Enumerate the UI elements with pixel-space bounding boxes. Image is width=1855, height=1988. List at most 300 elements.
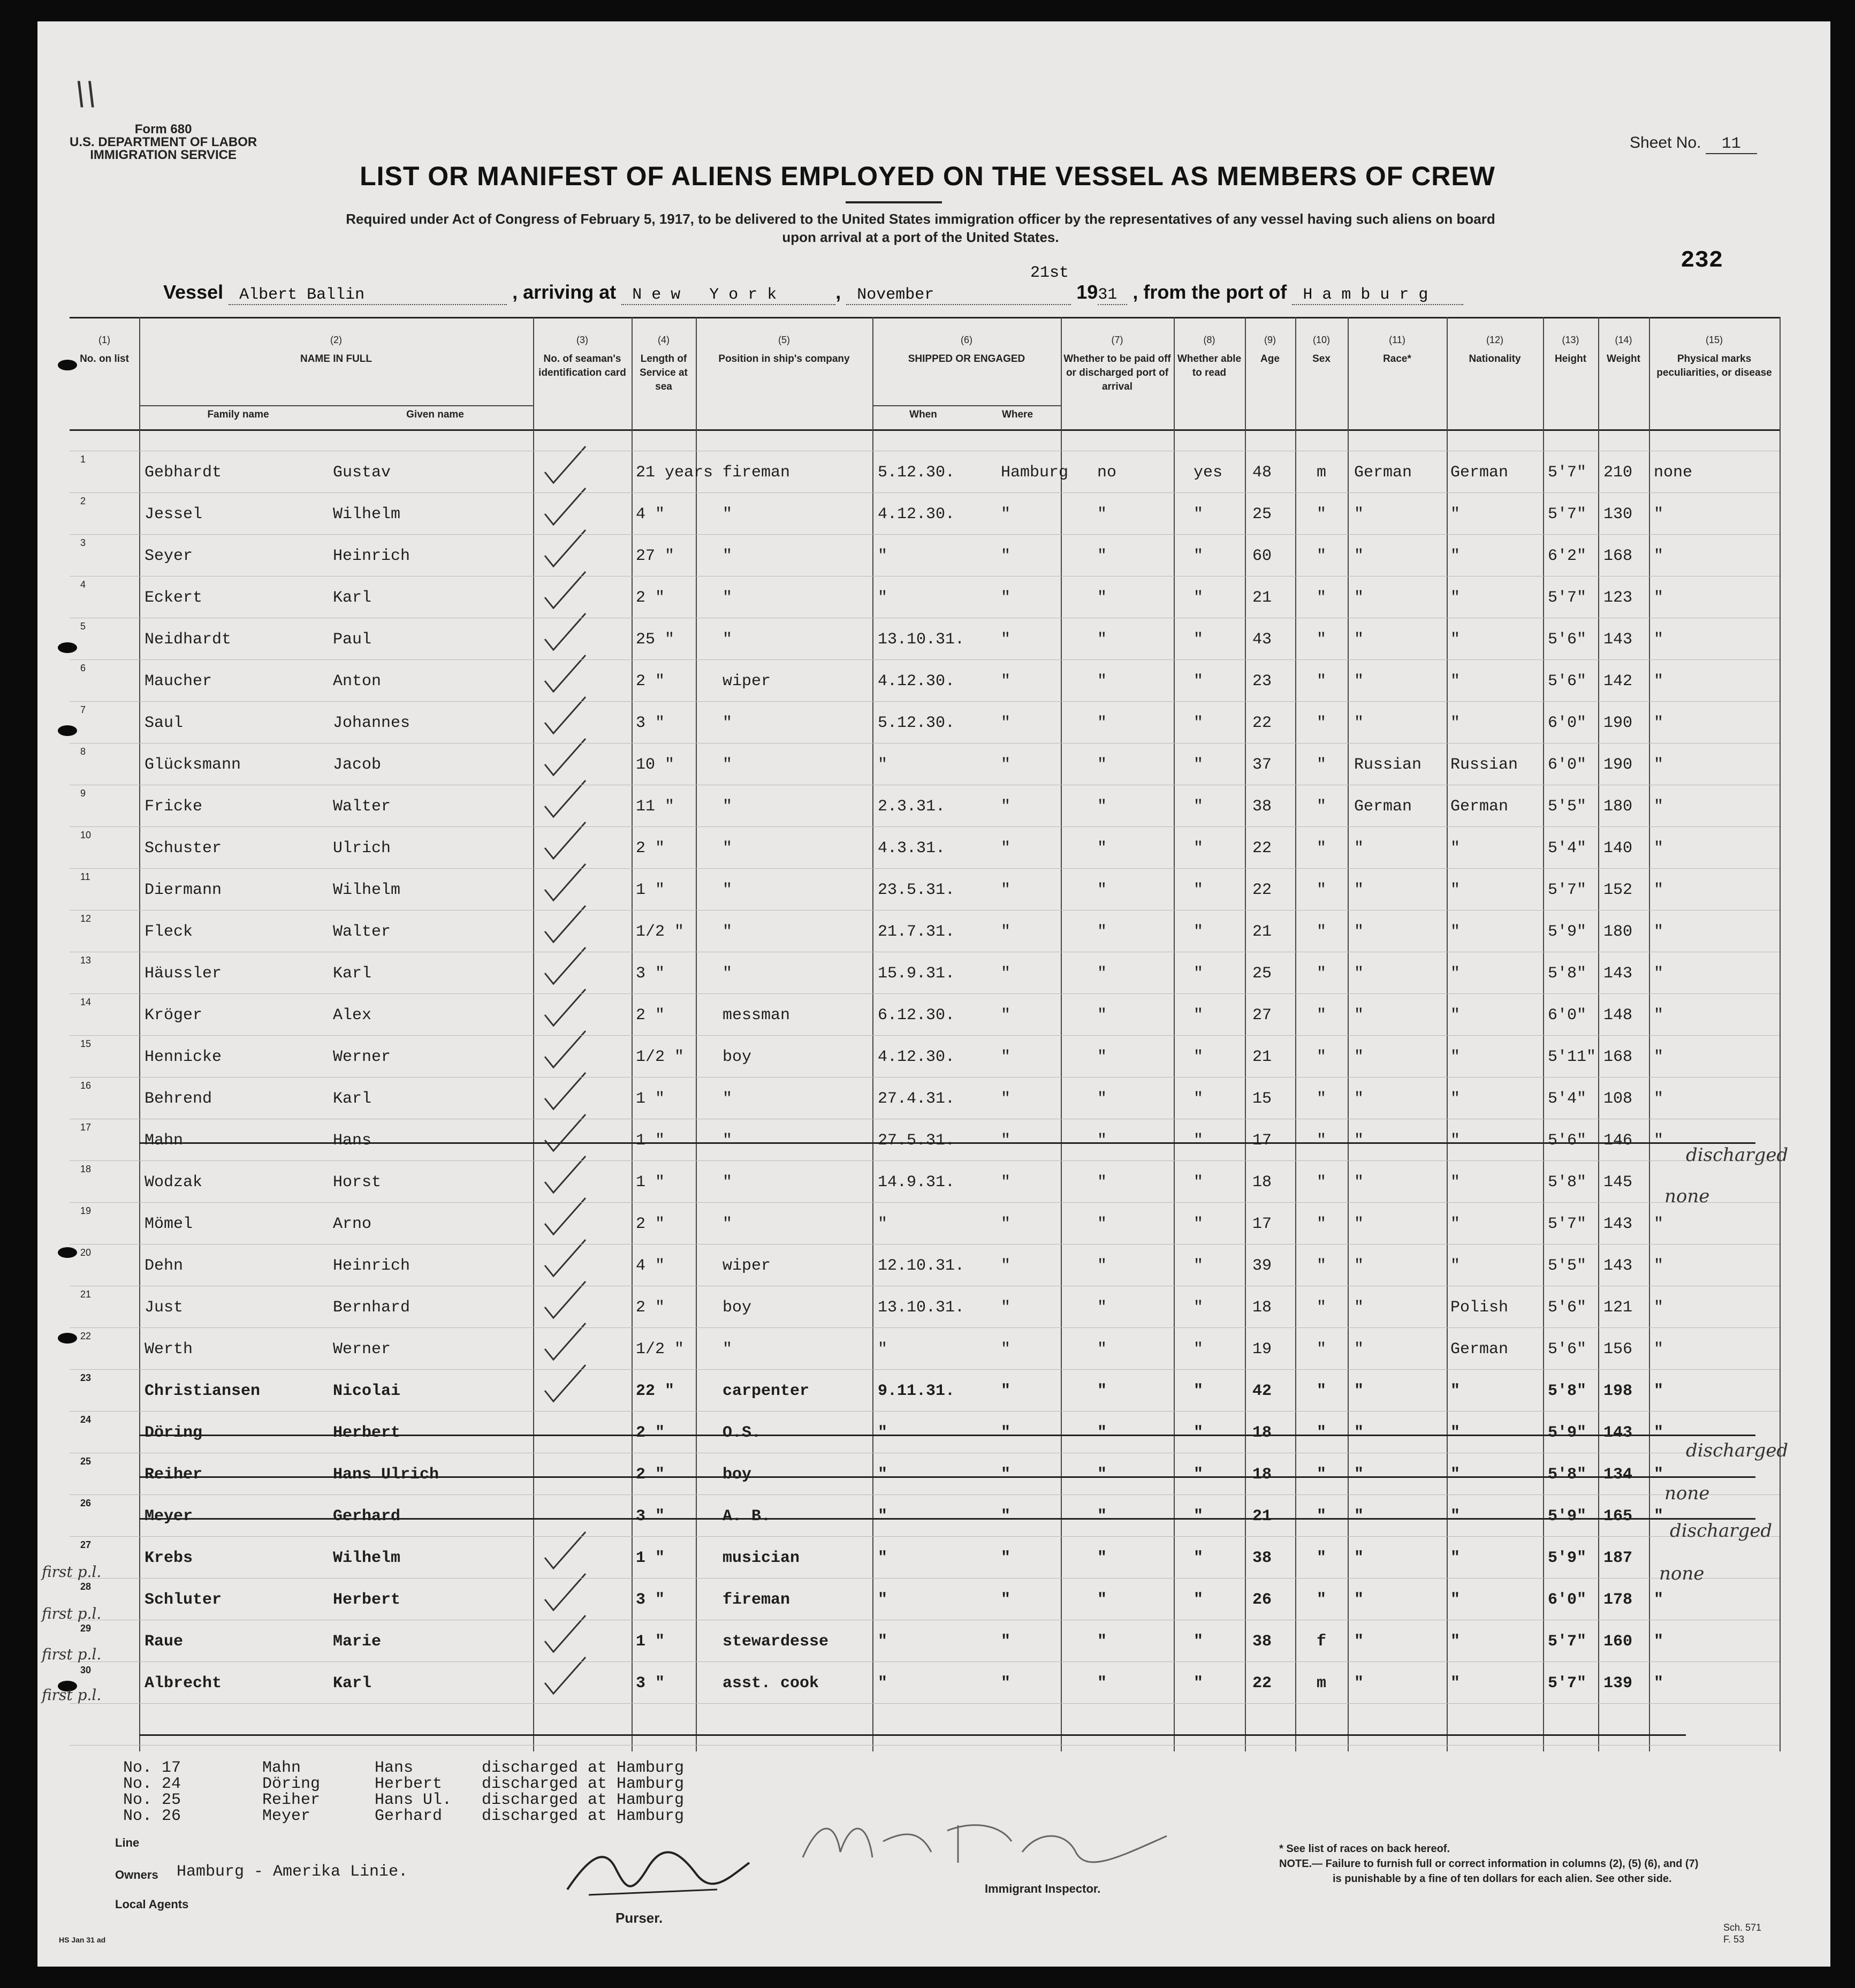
cell-marks: " [1654,1090,1664,1108]
cell-no: 12 [80,913,92,924]
col-read-header: (8) Whether able to read [1177,335,1242,378]
cell-marks: " [1654,881,1664,899]
cell-age: 18 [1252,1173,1272,1192]
cell-no: 21 [80,1289,92,1300]
cell-weight: 152 [1603,881,1633,899]
crew-table [70,317,1780,1751]
cell-paid: " [1097,1257,1107,1275]
cell-height: 5'8" [1548,1382,1587,1400]
handwritten-none: none [1664,1186,1710,1207]
discharge-note-given: Hans Ul. [375,1791,452,1809]
cell-marks: " [1654,1048,1664,1066]
cell-service: 1/2 " [636,1340,685,1359]
cell-when: 14.9.31. [878,1173,955,1192]
cell-weight: 178 [1603,1591,1633,1609]
cell-no: 7 [80,704,86,715]
cell-read: " [1193,714,1204,732]
cell-given: Walter [333,798,391,816]
cell-given: Wilhelm [333,881,401,899]
cell-weight: 121 [1603,1299,1633,1317]
cell-service: 1/2 " [636,923,685,941]
cell-nat: " [1450,923,1461,941]
year-suffix: 31 [1098,286,1127,305]
cell-position: boy [723,1048,752,1066]
cell-nat: Russian [1450,756,1518,774]
cell-no: 27 [80,1539,92,1550]
cell-height: 5'6" [1548,631,1587,649]
sheet-number-value: 11 [1706,135,1757,154]
row-rule [70,826,1780,827]
cell-when: " [878,1424,888,1442]
cell-paid: " [1097,1424,1107,1442]
cell-age: 18 [1252,1466,1272,1484]
cell-where: " [1001,1674,1011,1693]
discharge-note-no: No. 26 [123,1807,181,1825]
cell-when: 2.3.31. [878,798,946,816]
cell-marks: " [1654,756,1664,774]
cell-sex: " [1317,1507,1327,1526]
cell-given: Anton [333,672,382,691]
cell-paid: " [1097,1173,1107,1192]
cell-nat: " [1450,1424,1461,1442]
cell-family: Saul [145,714,184,732]
cell-marks: " [1654,1257,1664,1275]
row-rule [70,492,1780,493]
cell-position: messman [723,1006,790,1025]
cell-family: Wodzak [145,1173,203,1192]
owners-label: Owners [115,1868,158,1881]
table-row [70,1372,1780,1421]
cell-position: musician [723,1549,800,1567]
cell-position: carpenter [723,1382,810,1400]
table-row [70,997,1780,1045]
cell-weight: 160 [1603,1633,1633,1651]
discharge-note-note: discharged at Hamburg [482,1807,685,1825]
cell-marks: " [1654,589,1664,607]
cell-when: " [878,589,888,607]
cell-position: " [723,923,733,941]
cell-race: " [1354,1299,1364,1317]
cell-family: Jessel [145,505,203,523]
cell-height: 5'5" [1548,798,1587,816]
cell-marks: " [1654,505,1664,523]
shipped-subrule [872,405,1061,406]
cell-read: " [1193,1633,1204,1651]
table-row [70,955,1780,1003]
cell-service: 3 " [636,1674,665,1693]
table-row [70,704,1780,753]
cell-family: Mahn [145,1132,184,1150]
col-given-header: Given name [406,409,464,420]
cell-marks: " [1654,714,1664,732]
cell-no: 15 [80,1038,92,1049]
cell-height: 5'6" [1548,672,1587,691]
cell-paid: " [1097,1466,1107,1484]
col-height-header: (13) Height [1554,335,1587,365]
cell-sex: " [1317,547,1327,565]
cell-when: " [878,1591,888,1609]
cell-paid: " [1097,1382,1107,1400]
cell-age: 27 [1252,1006,1272,1025]
row-rule [70,1244,1780,1245]
cell-read: " [1193,1466,1204,1484]
cell-height: 5'8" [1548,1466,1587,1484]
cell-where: " [1001,839,1011,858]
cell-weight: 156 [1603,1340,1633,1359]
cell-sex: " [1317,1340,1327,1359]
cell-race: " [1354,672,1364,691]
cell-paid: " [1097,965,1107,983]
cell-family: Neidhardt [145,631,232,649]
cell-age: 23 [1252,672,1272,691]
cell-given: Marie [333,1633,382,1651]
cell-service: 2 " [636,1006,665,1025]
cell-nat: " [1450,505,1461,523]
cell-service: 2 " [636,1299,665,1317]
cell-given: Karl [333,1090,372,1108]
cell-service: 2 " [636,1424,665,1442]
cell-race: " [1354,1633,1364,1651]
cell-height: 5'11" [1548,1048,1596,1066]
cell-when: " [878,756,888,774]
form-identifier [70,123,257,162]
cell-given: Karl [333,965,372,983]
cell-paid: " [1097,505,1107,523]
cell-weight: 123 [1603,589,1633,607]
cell-read: " [1193,1006,1204,1025]
cell-height: 5'7" [1548,1674,1587,1693]
cell-height: 5'7" [1548,881,1587,899]
table-row [70,746,1780,794]
cell-age: 15 [1252,1090,1272,1108]
cell-position: asst. cook [723,1674,819,1693]
cell-family: Döring [145,1424,203,1442]
cell-when: 4.3.31. [878,839,946,858]
cell-service: 3 " [636,965,665,983]
discharge-note-note: discharged at Hamburg [482,1759,685,1777]
cell-when: " [878,1507,888,1526]
cell-position: " [723,714,733,732]
cell-no: 9 [80,788,86,799]
cell-height: 5'7" [1548,464,1587,482]
cell-height: 5'7" [1548,1633,1587,1651]
cell-no: 30 [80,1665,92,1675]
cell-when: 4.12.30. [878,672,955,691]
cell-when: " [878,1215,888,1233]
cell-height: 6'0" [1548,1006,1587,1025]
cell-sex: " [1317,505,1327,523]
arrival-month: November [846,286,1071,305]
cell-service: 3 " [636,714,665,732]
owners-value: Hamburg - Amerika Linie. [177,1863,408,1881]
col-race-header: (11) Race* [1383,335,1411,365]
cell-nat: Polish [1450,1299,1509,1317]
cell-sex: " [1317,1215,1327,1233]
cell-position: A. B. [723,1507,771,1526]
cell-sex: " [1317,1090,1327,1108]
cell-weight: 190 [1603,756,1633,774]
cell-service: 1 " [636,881,665,899]
cell-read: " [1193,1340,1204,1359]
cell-read: " [1193,631,1204,649]
cell-read: " [1193,881,1204,899]
table-row [70,1164,1780,1212]
cell-where: " [1001,1048,1011,1066]
cell-when: " [878,1466,888,1484]
cell-where: " [1001,881,1011,899]
cell-service: 4 " [636,1257,665,1275]
cell-when: 5.12.30. [878,464,955,482]
cell-read: " [1193,798,1204,816]
cell-position: " [723,631,733,649]
cell-nat: " [1450,1257,1461,1275]
cell-no: 10 [80,830,92,840]
cell-age: 21 [1252,1507,1272,1526]
cell-where: " [1001,1424,1011,1442]
handwritten-discharged: discharged [1670,1520,1773,1542]
purser-signature [557,1836,760,1911]
cell-nat: " [1450,1173,1461,1192]
handwritten-none: none [1664,1483,1710,1504]
cell-when: 21.7.31. [878,923,955,941]
cell-paid: " [1097,672,1107,691]
cell-where: " [1001,923,1011,941]
cell-weight: 130 [1603,505,1633,523]
cell-read: " [1193,1591,1204,1609]
arrival-port: New York [621,286,835,305]
col-idcard-header: (3) No. of seaman's identification card [538,335,626,378]
cell-no: 19 [80,1205,92,1216]
cell-paid: " [1097,1299,1107,1317]
cell-weight: 143 [1603,1257,1633,1275]
cell-given: Heinrich [333,1257,410,1275]
cell-age: 22 [1252,881,1272,899]
cell-position: O.S. [723,1424,762,1442]
cell-family: Krebs [145,1549,193,1567]
cell-where: " [1001,1633,1011,1651]
subtitle-line-2: upon arrival at a port of the United States. [782,229,1059,245]
cell-nat: " [1450,1215,1461,1233]
cell-when: 27.5.31. [878,1132,955,1150]
cell-marks: " [1654,1382,1664,1400]
cell-read: " [1193,505,1204,523]
cell-no: 5 [80,621,86,632]
cell-given: Gerhard [333,1507,401,1526]
col-nationality-header: (12) Nationality [1469,335,1521,365]
cell-nat: " [1450,1674,1461,1693]
cell-height: 5'6" [1548,1299,1587,1317]
cell-height: 5'7" [1548,505,1587,523]
row-rule [70,868,1780,869]
cell-family: Fleck [145,923,193,941]
cell-marks: " [1654,923,1664,941]
cell-when: " [878,1340,888,1359]
cell-no: 28 [80,1581,92,1592]
cell-read: " [1193,1173,1204,1192]
cell-marks: " [1654,1633,1664,1651]
cell-when: " [878,1674,888,1693]
cell-paid: " [1097,1006,1107,1025]
cell-where: " [1001,1507,1011,1526]
handwritten-discharged: discharged [1686,1144,1789,1166]
cell-position: " [723,1090,733,1108]
cell-nat: " [1450,965,1461,983]
cell-weight: 146 [1603,1132,1633,1150]
cell-where: " [1001,1382,1011,1400]
cell-weight: 145 [1603,1173,1633,1192]
row-rule [70,1411,1780,1412]
col-sex-header: (10) Sex [1312,335,1331,365]
cell-paid: " [1097,839,1107,858]
cell-given: Werner [333,1340,391,1359]
cell-height: 5'4" [1548,839,1587,858]
cell-paid: " [1097,1507,1107,1526]
table-row [70,1122,1780,1170]
cell-sex: m [1317,464,1327,482]
cell-read: " [1193,923,1204,941]
cell-nat: " [1450,1466,1461,1484]
cell-paid: " [1097,1048,1107,1066]
cell-family: Häussler [145,965,222,983]
departure-port: Hamburg [1292,286,1463,305]
cell-age: 18 [1252,1424,1272,1442]
cell-sex: " [1317,631,1327,649]
cell-race: " [1354,1215,1364,1233]
row-rule [70,1661,1780,1662]
cell-marks: none [1654,464,1693,482]
title-underline [846,201,942,203]
table-row [70,1247,1780,1295]
print-code: HS Jan 31 ad [59,1936,106,1944]
cell-where: " [1001,1340,1011,1359]
sch-code: Sch. 571 [1723,1922,1762,1933]
cell-when: 27.4.31. [878,1090,955,1108]
cell-sex: " [1317,923,1327,941]
cell-service: 1 " [636,1090,665,1108]
cell-position: " [723,1132,733,1150]
col-shipped-header: (6) SHIPPED OR ENGAGED [908,335,1025,365]
cell-no: 24 [80,1414,92,1425]
cell-race: " [1354,965,1364,983]
cell-race: " [1354,631,1364,649]
strike-through [139,1476,1755,1478]
row-rule [70,1578,1780,1579]
table-row [70,788,1780,836]
cell-marks: " [1654,672,1664,691]
cell-weight: 142 [1603,672,1633,691]
cell-when: 4.12.30. [878,505,955,523]
row-rule [70,1327,1780,1328]
cell-paid: no [1097,464,1117,482]
cell-sex: " [1317,798,1327,816]
cell-sex: " [1317,1466,1327,1484]
cell-race: " [1354,1340,1364,1359]
cell-no: 26 [80,1498,92,1508]
cell-sex: " [1317,589,1327,607]
cell-given: Ulrich [333,839,391,858]
cell-no: 16 [80,1080,92,1091]
cell-no: 20 [80,1247,92,1258]
cell-height: 5'6" [1548,1132,1587,1150]
cell-where: " [1001,1173,1011,1192]
cell-position: wiper [723,1257,771,1275]
cell-paid: " [1097,1215,1107,1233]
cell-sex: f [1317,1633,1327,1651]
cell-height: 6'0" [1548,1591,1587,1609]
cell-position: " [723,965,733,983]
discharge-note-family: Döring [262,1775,321,1793]
cell-weight: 198 [1603,1382,1633,1400]
cell-given: Alex [333,1006,372,1025]
row-rule [70,1369,1780,1370]
cell-service: 21 years [636,464,713,482]
table-row [70,496,1780,544]
table-row [70,1581,1780,1629]
handwritten-first-pl: first p.l. [42,1563,102,1581]
local-agents-label: Local Agents [115,1898,189,1911]
cell-nat: " [1450,1382,1461,1400]
cell-no: 1 [80,454,86,465]
schedule-code [1723,1922,1761,1945]
cell-age: 38 [1252,1549,1272,1567]
cell-height: 5'8" [1548,1173,1587,1192]
cell-sex: " [1317,1424,1327,1442]
cell-height: 6'0" [1548,756,1587,774]
cell-service: 3 " [636,1591,665,1609]
cell-race: German [1354,798,1412,816]
cell-sex: " [1317,1382,1327,1400]
cell-marks: " [1654,547,1664,565]
cell-weight: 180 [1603,923,1633,941]
cell-position: fireman [723,1591,790,1609]
cell-weight: 148 [1603,1006,1633,1025]
cell-when: 5.12.30. [878,714,955,732]
cell-marks: " [1654,1340,1664,1359]
cell-age: 19 [1252,1340,1272,1359]
cell-nat: " [1450,631,1461,649]
row-rule [70,1745,1780,1746]
cell-where: " [1001,631,1011,649]
cell-service: 2 " [636,1215,665,1233]
cell-marks: " [1654,1299,1664,1317]
cell-read: " [1193,1132,1204,1150]
cell-when: " [878,547,888,565]
cell-marks: " [1654,631,1664,649]
cell-read: " [1193,547,1204,565]
row-rule [70,1202,1780,1203]
row-rule [70,1703,1780,1704]
cell-age: 21 [1252,923,1272,941]
cell-age: 39 [1252,1257,1272,1275]
cell-height: 5'5" [1548,1257,1587,1275]
cell-paid: " [1097,923,1107,941]
table-row [70,537,1780,586]
cell-age: 21 [1252,1048,1272,1066]
cell-weight: 134 [1603,1466,1633,1484]
cell-where: " [1001,965,1011,983]
table-row [70,1623,1780,1671]
cell-position: " [723,881,733,899]
cell-height: 5'7" [1548,589,1587,607]
cell-nat: " [1450,1132,1461,1150]
cell-when: 12.10.31. [878,1257,965,1275]
cell-position: " [723,505,733,523]
cell-given: Arno [333,1215,372,1233]
cell-given: Hans [333,1132,372,1150]
cell-service: 27 " [636,547,675,565]
strike-through [139,1142,1755,1144]
cell-weight: 165 [1603,1507,1633,1526]
